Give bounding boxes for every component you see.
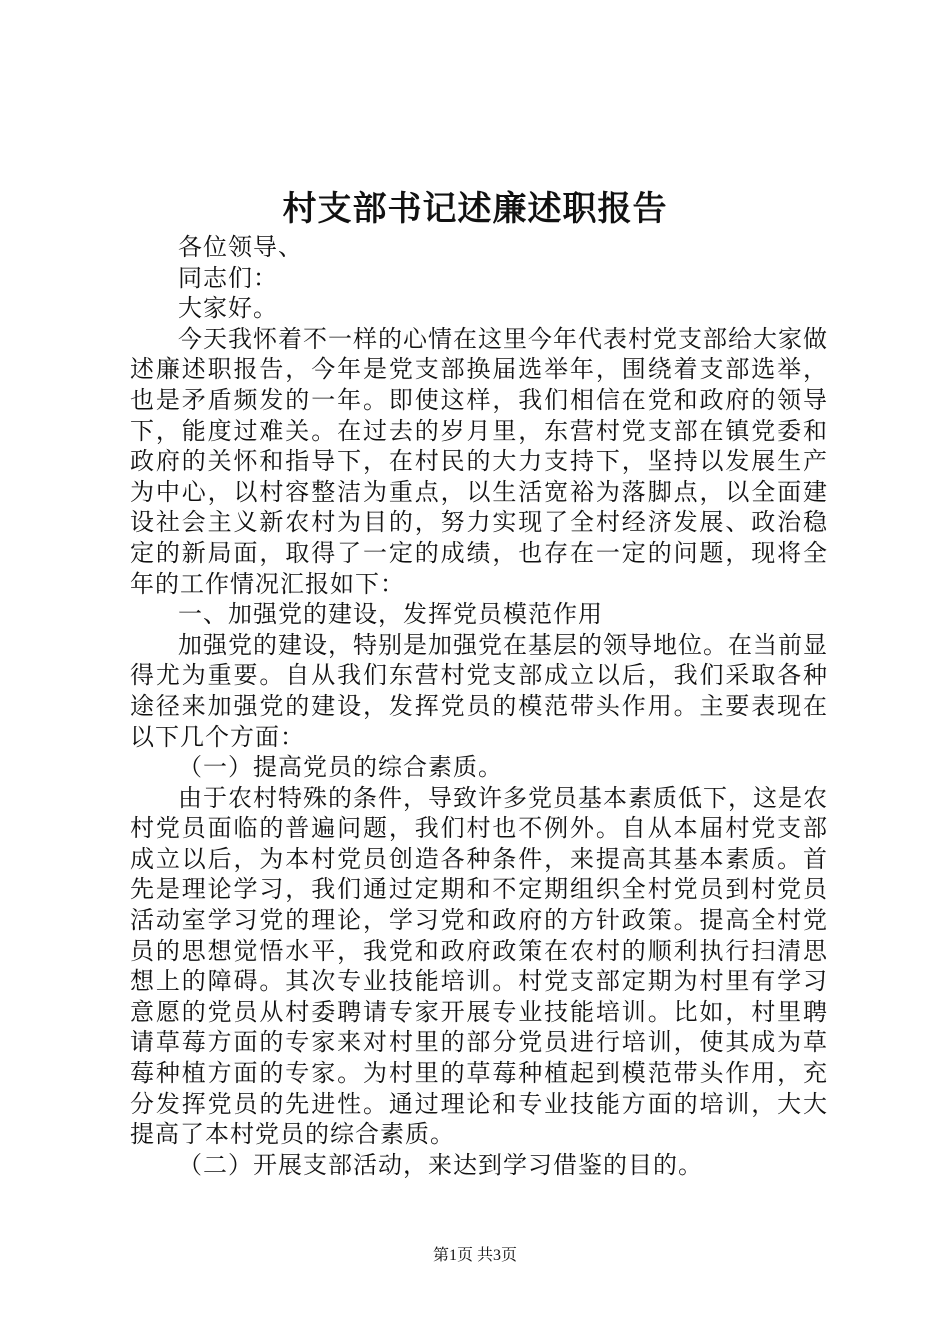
intro-paragraph: 今天我怀着不一样的心情在这里今年代表村党支部给大家做述廉述职报告，今年是党支部换届选举年，围绕着支部选举，也是矛盾频发的一年。即使这样，我们相信在党和政府的领导下，能度过难关。在过去的岁月里，东营村党支部在镇党委和政府的关怀和指导下，在村民的大力支持下，坚持以发展生产为中心，以村容整洁为重点，以生活宽裕为落脚点，以全面建设社会主义新农村为目的，努力实现了全村经济发展、政治稳定的新局面，取得了一定的成绩，也存在一定的问题，现将全年的工作情况汇报如下： <box>130 324 828 598</box>
section-heading-1: 一、加强党的建设，发挥党员模范作用 <box>178 600 603 629</box>
page-number-footer: 第1页 共3页 <box>432 1247 517 1264</box>
document-body <box>130 232 828 1180</box>
greeting: 大家好。 <box>178 294 278 323</box>
salutation-comrades: 同志们： <box>178 263 278 292</box>
section-1-paragraph: 加强党的建设，特别是加强党在基层的领导地位。在当前显得尤为重要。自从我们东营村党支部成立以后，我们采取各种途径来加强党的建设，发挥党员的模范带头作用。主要表现在以下几个方面： <box>130 630 828 751</box>
subsection-1-paragraph: 由于农村特殊的条件，导致许多党员基本素质低下，这是农村党员面临的普遍问题，我们村也不例外。自从本届村党支部成立以后，为本村党员创造各种条件，来提高其基本素质。首先是理论学习，我们通过定期和不定期组织全村党员到村党员活动室学习党的理论，学习党和政府的方针政策。提高全村党员的思想觉悟水平，我党和政府政策在农村的顺利执行扫清思想上的障碍。其次专业技能培训。村党支部定期为村里有学习意愿的党员从村委聘请专家开展专业技能培训。比如，村里聘请草莓方面的专家来对村里的部分党员进行培训，使其成为草莓种植方面的专家。为村里的草莓种植起到模范带头作用，充分发挥党员的先进性。通过理论和专业技能方面的培训，大大提高了本村党员的综合素质。 <box>130 783 828 1149</box>
subsection-heading-2: （二）开展支部活动，来达到学习借鉴的目的。 <box>178 1150 703 1179</box>
subsection-heading-1: （一）提高党员的综合素质。 <box>178 753 503 782</box>
salutation-leaders: 各位领导、 <box>178 233 303 261</box>
document-title: 村支部书记述廉述职报告 <box>282 189 668 229</box>
